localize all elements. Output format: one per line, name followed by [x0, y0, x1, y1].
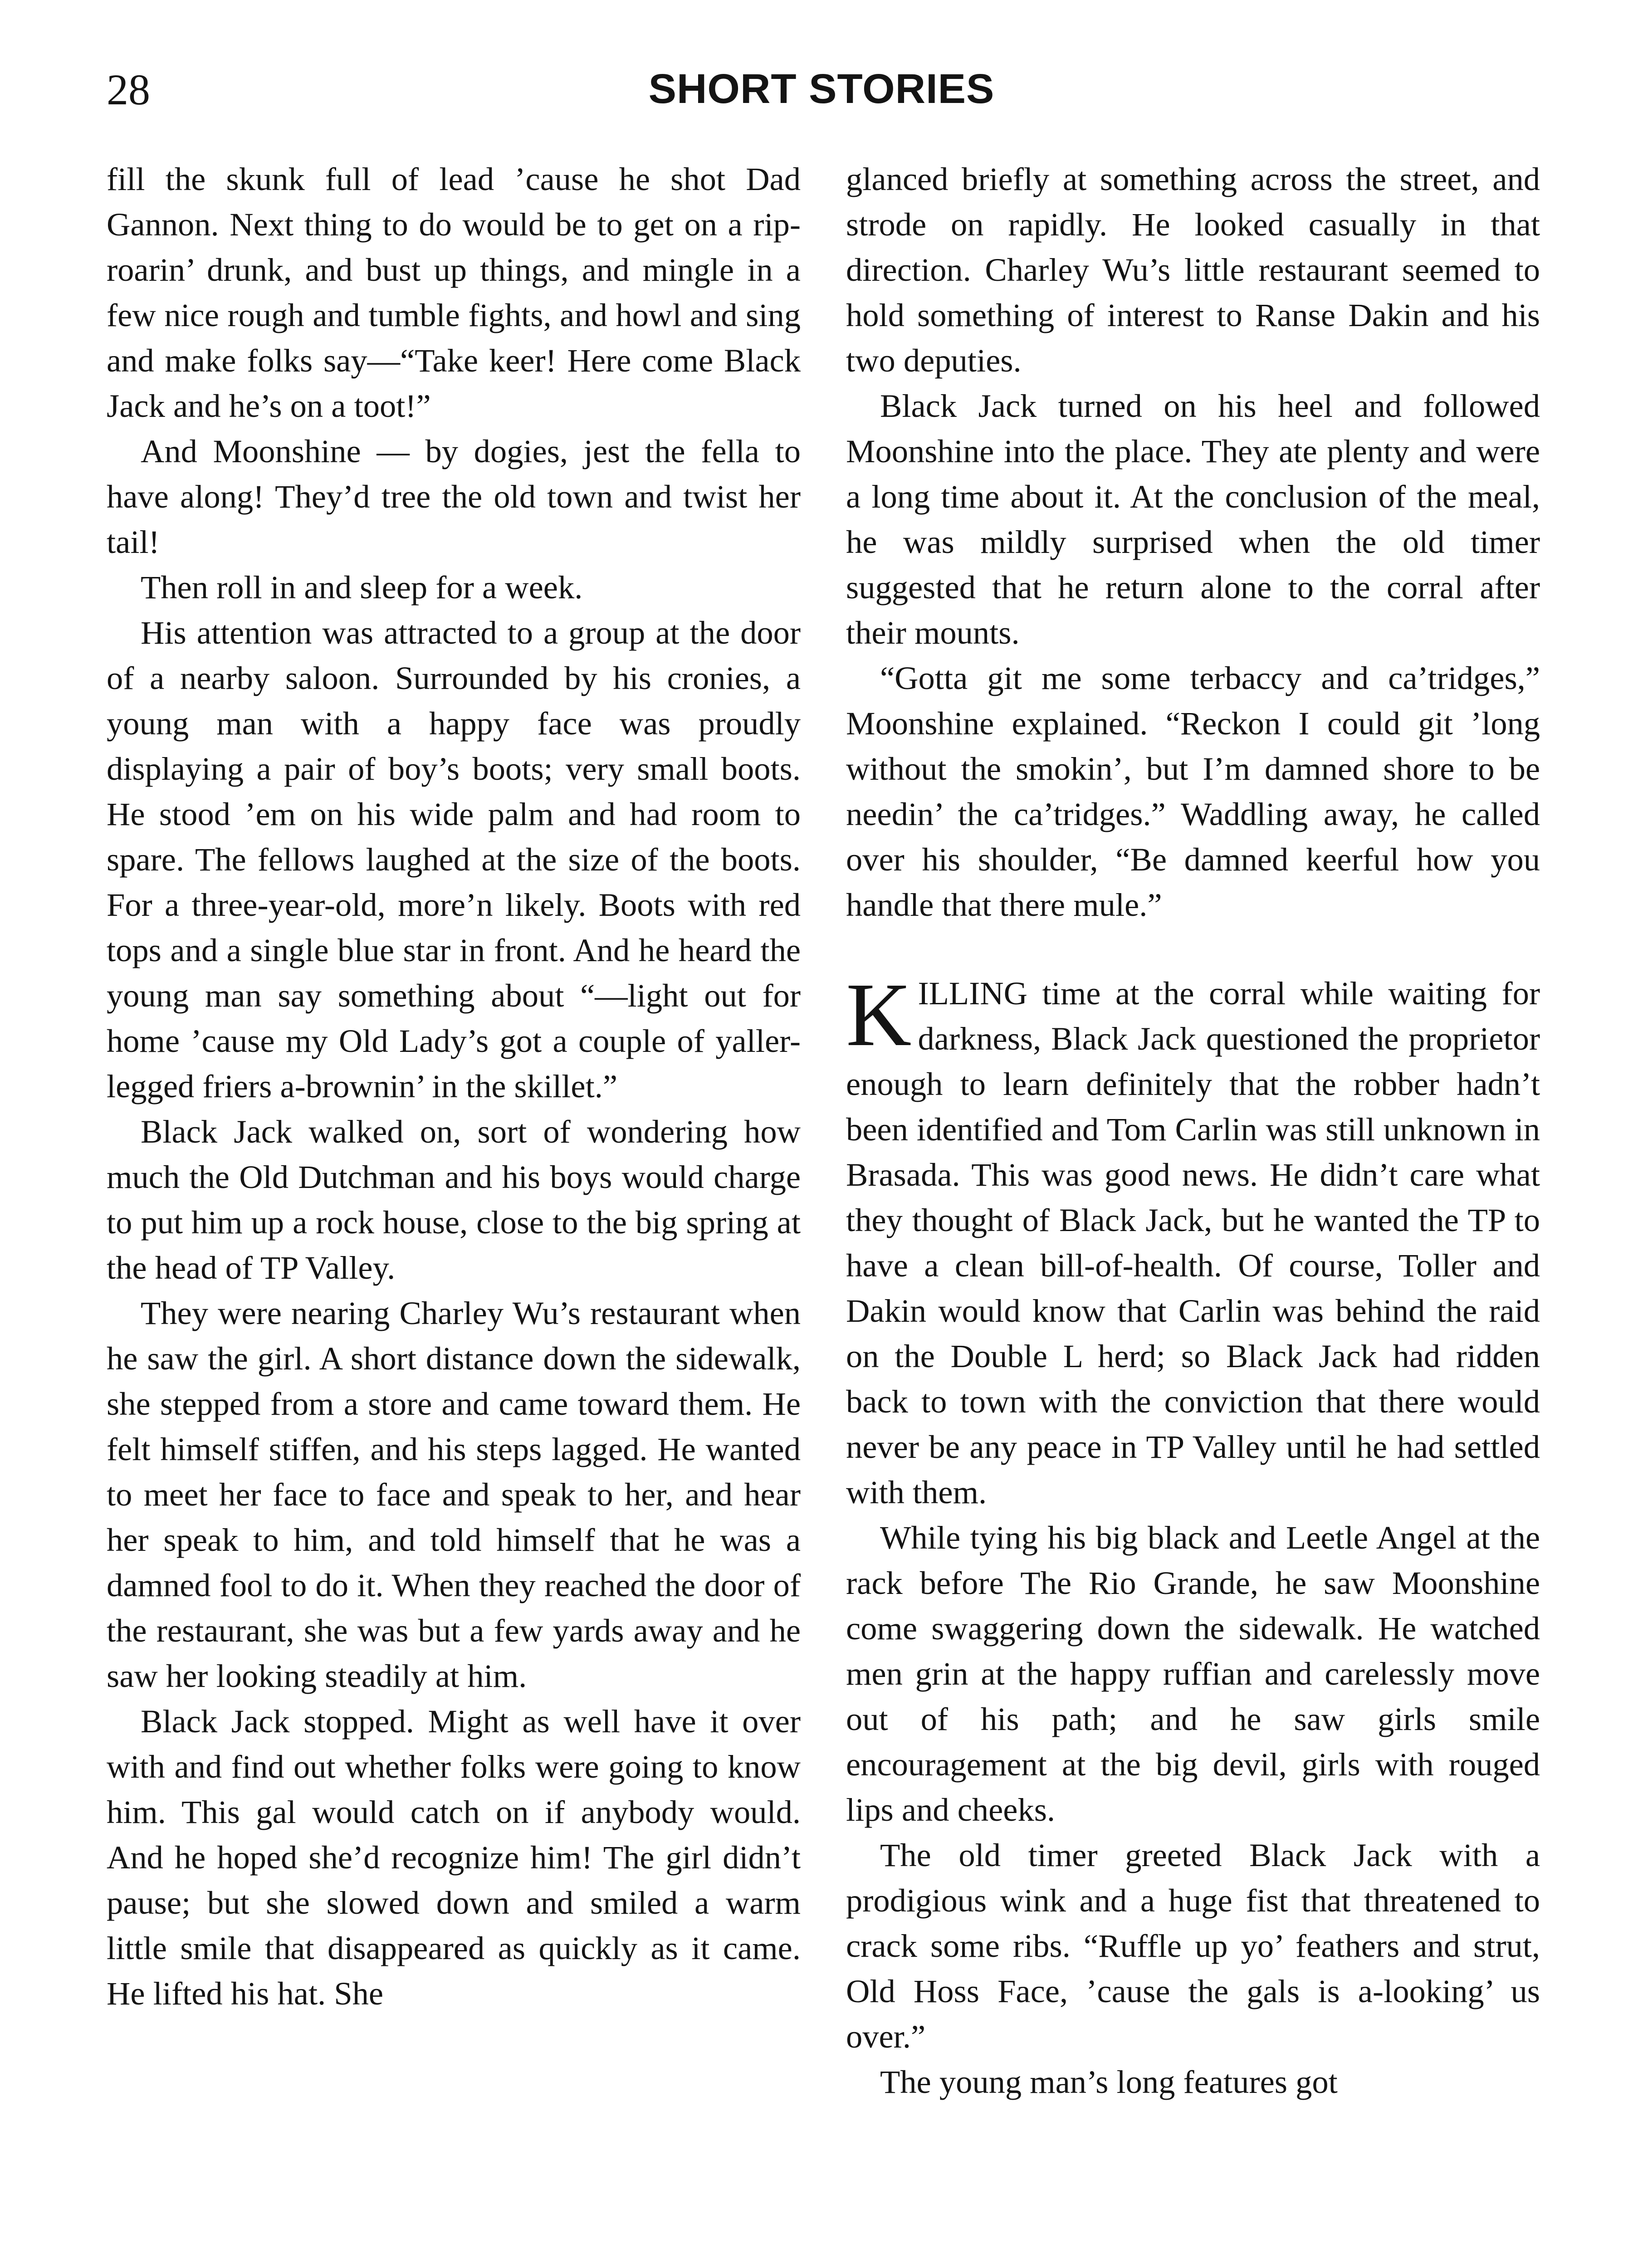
left-column: [107, 156, 801, 2016]
running-head: SHORT STORIES: [648, 66, 995, 112]
paragraph: “Gotta git me some terbaccy and ca’tridges,” Moonshine explained. “Reckon I could git ’long without the smokin’, but I’m damned shore to be needin’ the ca’tridges.” Waddling away, he called over his shoulder, “Be damned keerful how you handle that there mule.”: [846, 660, 1540, 923]
right-column: [846, 156, 1540, 2105]
paragraph: The old timer greeted Black Jack with a prodigious wink and a huge fist that threatened to crack some ribs. “Ruffle up yo’ feathers and strut, Old Hoss Face, ’cause the gals is a-looking’ us over.”: [846, 1837, 1540, 2055]
page-number: 28: [107, 65, 150, 114]
paragraph: glanced briefly at something across the street, and strode on rapidly. He looked casually in that direction. Charley Wu’s little restaurant seemed to hold something of interest to Ranse Dakin and his two deputies.: [846, 161, 1540, 379]
section-opening-paragraph: [846, 965, 1540, 1515]
paragraph: They were nearing Charley Wu’s restaurant when he saw the girl. A short distance down the sidewalk, she stepped from a store and came toward them. He felt himself stiffen, and his steps lagged. He wanted to meet her face to face and speak to her, and hear her speak to him, and told himself that he was a damned fool to do it. When they reached the door of the restaurant, she was but a few yards away and he saw her looking steadily at him.: [107, 1295, 801, 1694]
paragraph: Then roll in and sleep for a week.: [141, 569, 583, 606]
paragraph: Black Jack stopped. Might as well have it over with and find out whether folks were going to know him. This gal would catch on if anybody would. And he hoped she’d recognize him! The girl didn’t pause; but she slowed down and smiled a warm little smile that disappeared as quickly as it came. He lifted his hat. She: [107, 1703, 801, 2012]
section-opening-text: ILLING time at the corral while waiting for darkness, Black Jack questioned the proprietor enough to learn definitely that the robber hadn’t been identified and Tom Carlin was still unknown in Brasada. This was good news. He didn’t care what they thought of Black Jack, but he wanted the TP to have a clean bill-of-health. Of course, Toller and Dakin would know that Carlin was behind the raid on the Double L herd; so Black Jack had ridden back to town with the conviction that there would never be any peace in TP Valley until he had settled with them.: [846, 975, 1540, 1510]
paragraph: And Moonshine — by dogies, jest the fella to have along! They’d tree the old town and twist her tail!: [107, 433, 801, 560]
paragraph: While tying his big black and Leetle Angel at the rack before The Rio Grande, he saw Moonshine come swaggering down the sidewalk. He watched men grin at the happy ruffian and carelessly move out of his path; and he saw girls smile encouragement at the big devil, girls with rouged lips and cheeks.: [846, 1519, 1540, 1828]
paragraph: Black Jack turned on his heel and followed Moonshine into the place. They ate plenty and were a long time about it. At the conclusion of the meal, he was mildly surprised when the old timer suggested that he return alone to the corral after their mounts.: [846, 387, 1540, 651]
paragraph: fill the skunk full of lead ’cause he shot Dad Gannon. Next thing to do would be to get on a rip-roarin’ drunk, and bust up things, and mingle in a few nice rough and tumble fights, and howl and sing and make folks say—“Take keer! Here come Black Jack and he’s on a toot!”: [107, 161, 801, 424]
drop-cap: K: [846, 965, 912, 1065]
paragraph: His attention was attracted to a group at the door of a nearby saloon. Surrounded by his cronies, a young man with a happy face was proudly displaying a pair of boy’s boots; very small boots. He stood ’em on his wide palm and had room to spare. The fellows laughed at the size of the boots. For a three-year-old, more’n likely. Boots with red tops and a single blue star in front. And he heard the young man say something about “—light out for home ’cause my Old Lady’s got a couple of yaller-legged friers a-brownin’ in the skillet.”: [107, 614, 801, 1105]
paragraph: Black Jack walked on, sort of wondering how much the Old Dutchman and his boys would charge to put him up a rock house, close to the big spring at the head of TP Valley.: [107, 1113, 801, 1286]
paragraph: The young man’s long features got: [880, 2063, 1338, 2100]
